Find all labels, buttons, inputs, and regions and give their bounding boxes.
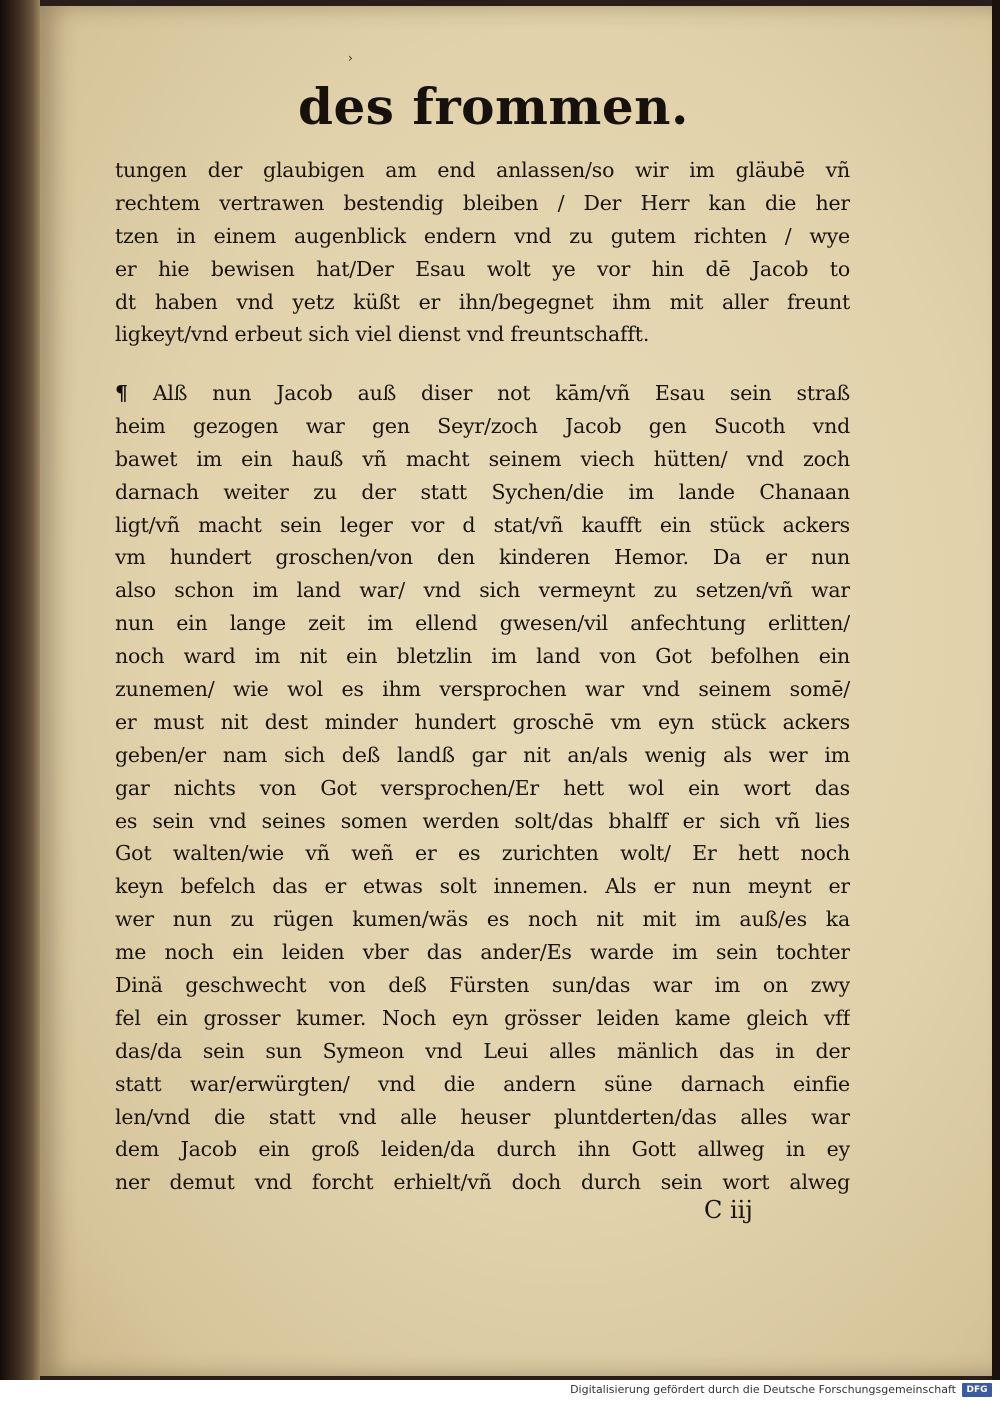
text-line: ligkeyt/vnd erbeut sich viel dienst vnd freuntschafft. bbox=[115, 322, 650, 347]
text-line: Got walten/wie vñ weñ er es zurichten wolt/ Er hett noch bbox=[115, 841, 850, 866]
text-line: geben/er nam sich deß landß gar nit an/als wenig als wer im bbox=[115, 742, 850, 767]
text-line: ¶ Alß nun Jacob auß diser not kām/vñ Esau sein straß bbox=[115, 381, 850, 405]
text-line: es sein vnd seines somen werden solt/das bhalff er sich vñ lies bbox=[115, 808, 850, 833]
paragraph-2 bbox=[115, 377, 850, 1199]
text-line: statt war/erwürgten/ vnd die andern süne darnach einfie bbox=[115, 1071, 850, 1096]
text-line: nun ein lange zeit im ellend gwesen/vil anfechtung erlitten/ bbox=[115, 611, 850, 636]
scan-edge bbox=[992, 0, 1000, 1380]
dfg-logo: DFG bbox=[962, 1383, 992, 1397]
text-line: rechtem vertrawen bestendig bleiben / Der Herr kan die her bbox=[115, 190, 850, 215]
text-line: gar nichts von Got versprochen/Er hett wol ein wort das bbox=[115, 775, 850, 800]
text-line: len/vnd die statt vnd alle heuser pluntderten/das alles war bbox=[115, 1104, 850, 1129]
text-line: dem Jacob ein groß leiden/da durch ihn Gott allweg in ey bbox=[115, 1137, 850, 1162]
book-spine bbox=[0, 0, 40, 1380]
text-line: ligt/vñ macht sein leger vor d stat/vñ kaufft ein stück ackers bbox=[115, 512, 850, 537]
signature-mark: C iij bbox=[704, 1196, 753, 1224]
text-line: er hie bewisen hat/Der Esau wolt ye vor hin dē Jacob to bbox=[115, 256, 850, 281]
text-line: also schon im land war/ vnd sich vermeynt zu setzen/vñ war bbox=[115, 578, 850, 603]
book-page bbox=[40, 6, 996, 1376]
text-line: dt haben vnd yetz küßt er ihn/begegnet ihm mit aller freunt bbox=[115, 289, 850, 314]
paragraph-1 bbox=[115, 154, 850, 351]
text-line: das/da sein sun Symeon vnd Leui alles mänlich das in der bbox=[115, 1038, 850, 1063]
footer-bar bbox=[0, 1380, 1000, 1401]
text-line: Dinä geschwecht von deß Fürsten sun/das war im on zwy bbox=[115, 973, 850, 998]
text-line: tzen in einem augenblick endern vnd zu gutem richten / wye bbox=[115, 223, 850, 248]
text-line: wer nun zu rügen kumen/wäs es noch nit mit im auß/es ka bbox=[115, 907, 850, 932]
funding-credit: Digitalisierung gefördert durch die Deutsche Forschungsgemeinschaft bbox=[570, 1383, 956, 1396]
text-line: zunemen/ wie wol es ihm versprochen war vnd seinem somē/ bbox=[115, 677, 850, 702]
bleed-through-shadow bbox=[700, 76, 722, 142]
text-line: vm hundert groschen/von den kinderen Hemor. Da er nun bbox=[115, 545, 850, 570]
text-line: ner demut vnd forcht erhielt/vñ doch durch sein wort alweg bbox=[115, 1170, 850, 1195]
running-head: des frommen. bbox=[298, 77, 689, 136]
text-line: me noch ein leiden vber das ander/Es warde im sein tochter bbox=[115, 940, 850, 965]
pilcrow-mark: ¶ bbox=[115, 381, 128, 405]
text-line: er must nit dest minder hundert groschē vm eyn stück ackers bbox=[115, 709, 850, 734]
text-line: tungen der glaubigen am end anlassen/so wir im gläubē vñ bbox=[115, 158, 850, 182]
printer-mark: › bbox=[348, 51, 353, 65]
text-line: darnach weiter zu der statt Sychen/die im lande Chanaan bbox=[115, 479, 850, 504]
text-line: keyn befelch das er etwas solt innemen. Als er nun meynt er bbox=[115, 874, 850, 899]
text-line: bawet im ein hauß vñ macht seinem viech hütten/ vnd zoch bbox=[115, 446, 850, 471]
text-line: heim gezogen war gen Seyr/zoch Jacob gen Sucoth vnd bbox=[115, 413, 850, 438]
text-line: fel ein grosser kumer. Noch eyn grösser leiden kame gleich vff bbox=[115, 1005, 850, 1030]
text-line: noch ward im nit ein bletzlin im land von Got befolhen ein bbox=[115, 644, 850, 669]
